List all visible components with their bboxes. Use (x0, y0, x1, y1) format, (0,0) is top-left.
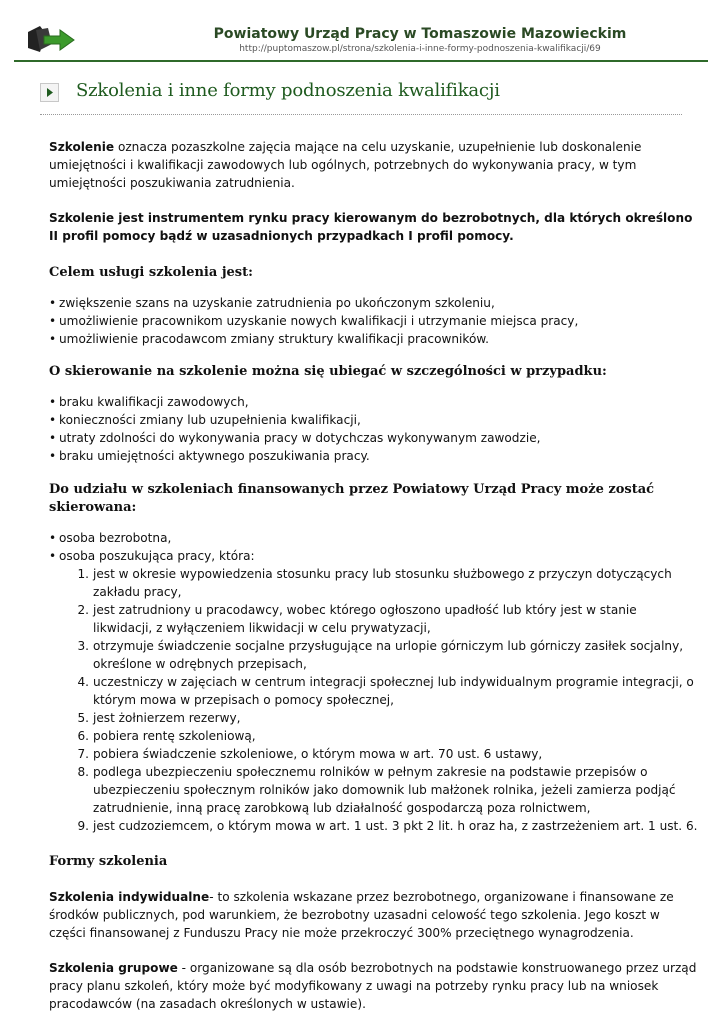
header-divider (14, 60, 708, 62)
site-title: Powiatowy Urząd Pracy w Tomaszowie Mazowieckim (213, 26, 627, 42)
list-item: • umożliwienie pracodawcom zmiany struktury kwalifikacji pracowników. (49, 330, 699, 348)
eligible-list (49, 529, 699, 835)
intro-bold-statement: Szkolenie jest instrumentem rynku pracy kierowanym do bezrobotnych, dla których określono II profil pomocy bądź w uzasadnionych przypadkach I profil pomocy. (49, 211, 693, 243)
numbered-item: 6. pobiera rentę szkoleniową, (77, 729, 256, 743)
numbered-item: 5. jest żołnierzem rezerwy, (77, 711, 241, 725)
list-item: • zwiększenie szans na uzyskanie zatrudnienia po ukończonym szkoleniu, (49, 294, 699, 312)
list-item: • braku kwalifikacji zawodowych, (49, 393, 699, 411)
page-heading-row (40, 80, 680, 110)
group-training-paragraph: Szkolenia grupowe - organizowane są dla osób bezrobotnych na podstawie konstruowanego przez urząd pracy planu szkoleń, który może być modyfikowany z uwagi na potrzeby rynku pracy lub na wniosek pracodawców (na zasadach określonych w ustawie). (49, 961, 697, 1011)
eligible-heading: Do udziału w szkoleniach finansowanych przez Powiatowy Urząd Pracy może zostać skierowana: (49, 482, 655, 515)
intro-term: Szkolenie (49, 140, 115, 154)
play-arrow-icon (40, 83, 59, 102)
individual-training-paragraph: Szkolenia indywidualne- to szkolenia wskazane przez bezrobotnego, organizowane i finansowane ze środków publicznych, pod warunkiem, że bezrobotny uzasadni celowość tego szkolenia. Jego koszt w części finansowanej z Funduszu Pracy nie może przekroczyć 300% przeciętnego wynagrodzenia. (49, 890, 674, 940)
list-item: • umożliwienie pracownikom uzyskanie nowych kwalifikacji i utrzymanie miejsca pracy, (49, 312, 699, 330)
article-content (49, 138, 699, 1013)
forms-heading: Formy szkolenia (49, 854, 168, 869)
numbered-item: 2. jest zatrudniony u pracodawcy, wobec którego ogłoszono upadłość lub który jest w stanie likwidacji, z wyłączeniem likwidacji w celu prywatyzacji, (77, 603, 637, 635)
list-item: • osoba bezrobotna, (49, 529, 699, 547)
group-training-term: Szkolenia grupowe (49, 961, 178, 975)
individual-training-term: Szkolenia indywidualne (49, 890, 210, 904)
intro-paragraph (49, 138, 699, 192)
page-header (0, 0, 725, 62)
goals-list (49, 294, 699, 348)
list-item: • utraty zdolności do wykonywania pracy w dotychczas wykonywanym zawodzie, (49, 429, 699, 447)
referral-list (49, 393, 699, 465)
eligible-numbered-list (59, 565, 699, 835)
site-url: http://puptomaszow.pl/strona/szkolenia-i-inne-formy-podnoszenia-kwalifikacji/69 (239, 44, 601, 54)
list-item: • osoba poszukująca pracy, która: 1. jest w okresie wypowiedzenia stosunku pracy lub stosunku służbowego z przyczyn dotyczących zakładu pracy, 2. jest zatrudniony u pracodawcy, wobec którego ogłoszono upadłość lub który jest w stanie likwidacji, z wyłączeniem likwidacji w celu prywatyzacji, 3. otrzymuje świadczenie socjalne przysługujące na urlopie górniczym lub górniczy zasiłek socjalny, określone w odrębnych przepisach, 4. uczestniczy w zajęciach w centrum integracji społecznej lub indywidualnym programie integracji, o którym mowa w przepisach o pomocy społecznej, 5. jest żołnierzem rezerwy, 6. pobiera rentę szkoleniową, 7. pobiera świadczenie szkoleniowe, o którym mowa w art. 70 ust. 6 ustawy, 8. podlega ubezpieczeniu społecznemu rolników w pełnym zakresie na podstawie przepisów o ubezpieczeniu społecznym rolników jako domownik lub małżonek rolnika, jeżeli zamierza podjąć zatrudnienie, inną pracę zarobkową lub działalność gospodarczą poza rolnictwem, 9. jest cudzoziemcem, o którym mowa w art. 1 ust. 3 pkt 2 lit. h oraz ha, z zastrzeżeniem art. 1 ust. 6. (49, 547, 699, 835)
heading-divider (40, 114, 682, 115)
numbered-item: 9. jest cudzoziemcem, o którym mowa w art. 1 ust. 3 pkt 2 lit. h oraz ha, z zastrzeżeniem art. 1 ust. 6. (77, 819, 698, 833)
intro-definition: oznacza pozaszkolne zajęcia mające na celu uzyskanie, uzupełnienie lub doskonalenie umiejętności i kwalifikacji zawodowych lub ogólnych, potrzebnych do wykonywania pracy, w tym umiejętności poszukiwania zatrudnienia. (49, 140, 642, 190)
numbered-item: 1. jest w okresie wypowiedzenia stosunku pracy lub stosunku służbowego z przyczyn dotyczących zakładu pracy, (77, 567, 672, 599)
numbered-item: 8. podlega ubezpieczeniu społecznemu rolników w pełnym zakresie na podstawie przepisów o ubezpieczeniu społecznym rolników jako domownik lub małżonek rolnika, jeżeli zamierza podjąć zatrudnienie, inną pracę zarobkową lub działalność gospodarczą poza rolnictwem, (77, 765, 676, 815)
numbered-item: 7. pobiera świadczenie szkoleniowe, o którym mowa w art. 70 ust. 6 ustawy, (77, 747, 543, 761)
list-item: • braku umiejętności aktywnego poszukiwania pracy. (49, 447, 699, 465)
numbered-item: 3. otrzymuje świadczenie socjalne przysługujące na urlopie górniczym lub górniczy zasiłek socjalny, określone w odrębnych przepisach, (77, 639, 684, 671)
list-item: • konieczności zmiany lub uzupełnienia kwalifikacji, (49, 411, 699, 429)
goals-heading: Celem usługi szkolenia jest: (49, 265, 253, 280)
numbered-item: 4. uczestniczy w zajęciach w centrum integracji społecznej lub indywidualnym programie integracji, o którym mowa w przepisach o pomocy społecznej, (77, 675, 694, 707)
page-title: Szkolenia i inne formy podnoszenia kwalifikacji (76, 80, 500, 101)
referral-heading: O skierowanie na szkolenie można się ubiegać w szczególności w przypadku: (49, 364, 607, 379)
arrow-logo-icon (26, 24, 76, 56)
